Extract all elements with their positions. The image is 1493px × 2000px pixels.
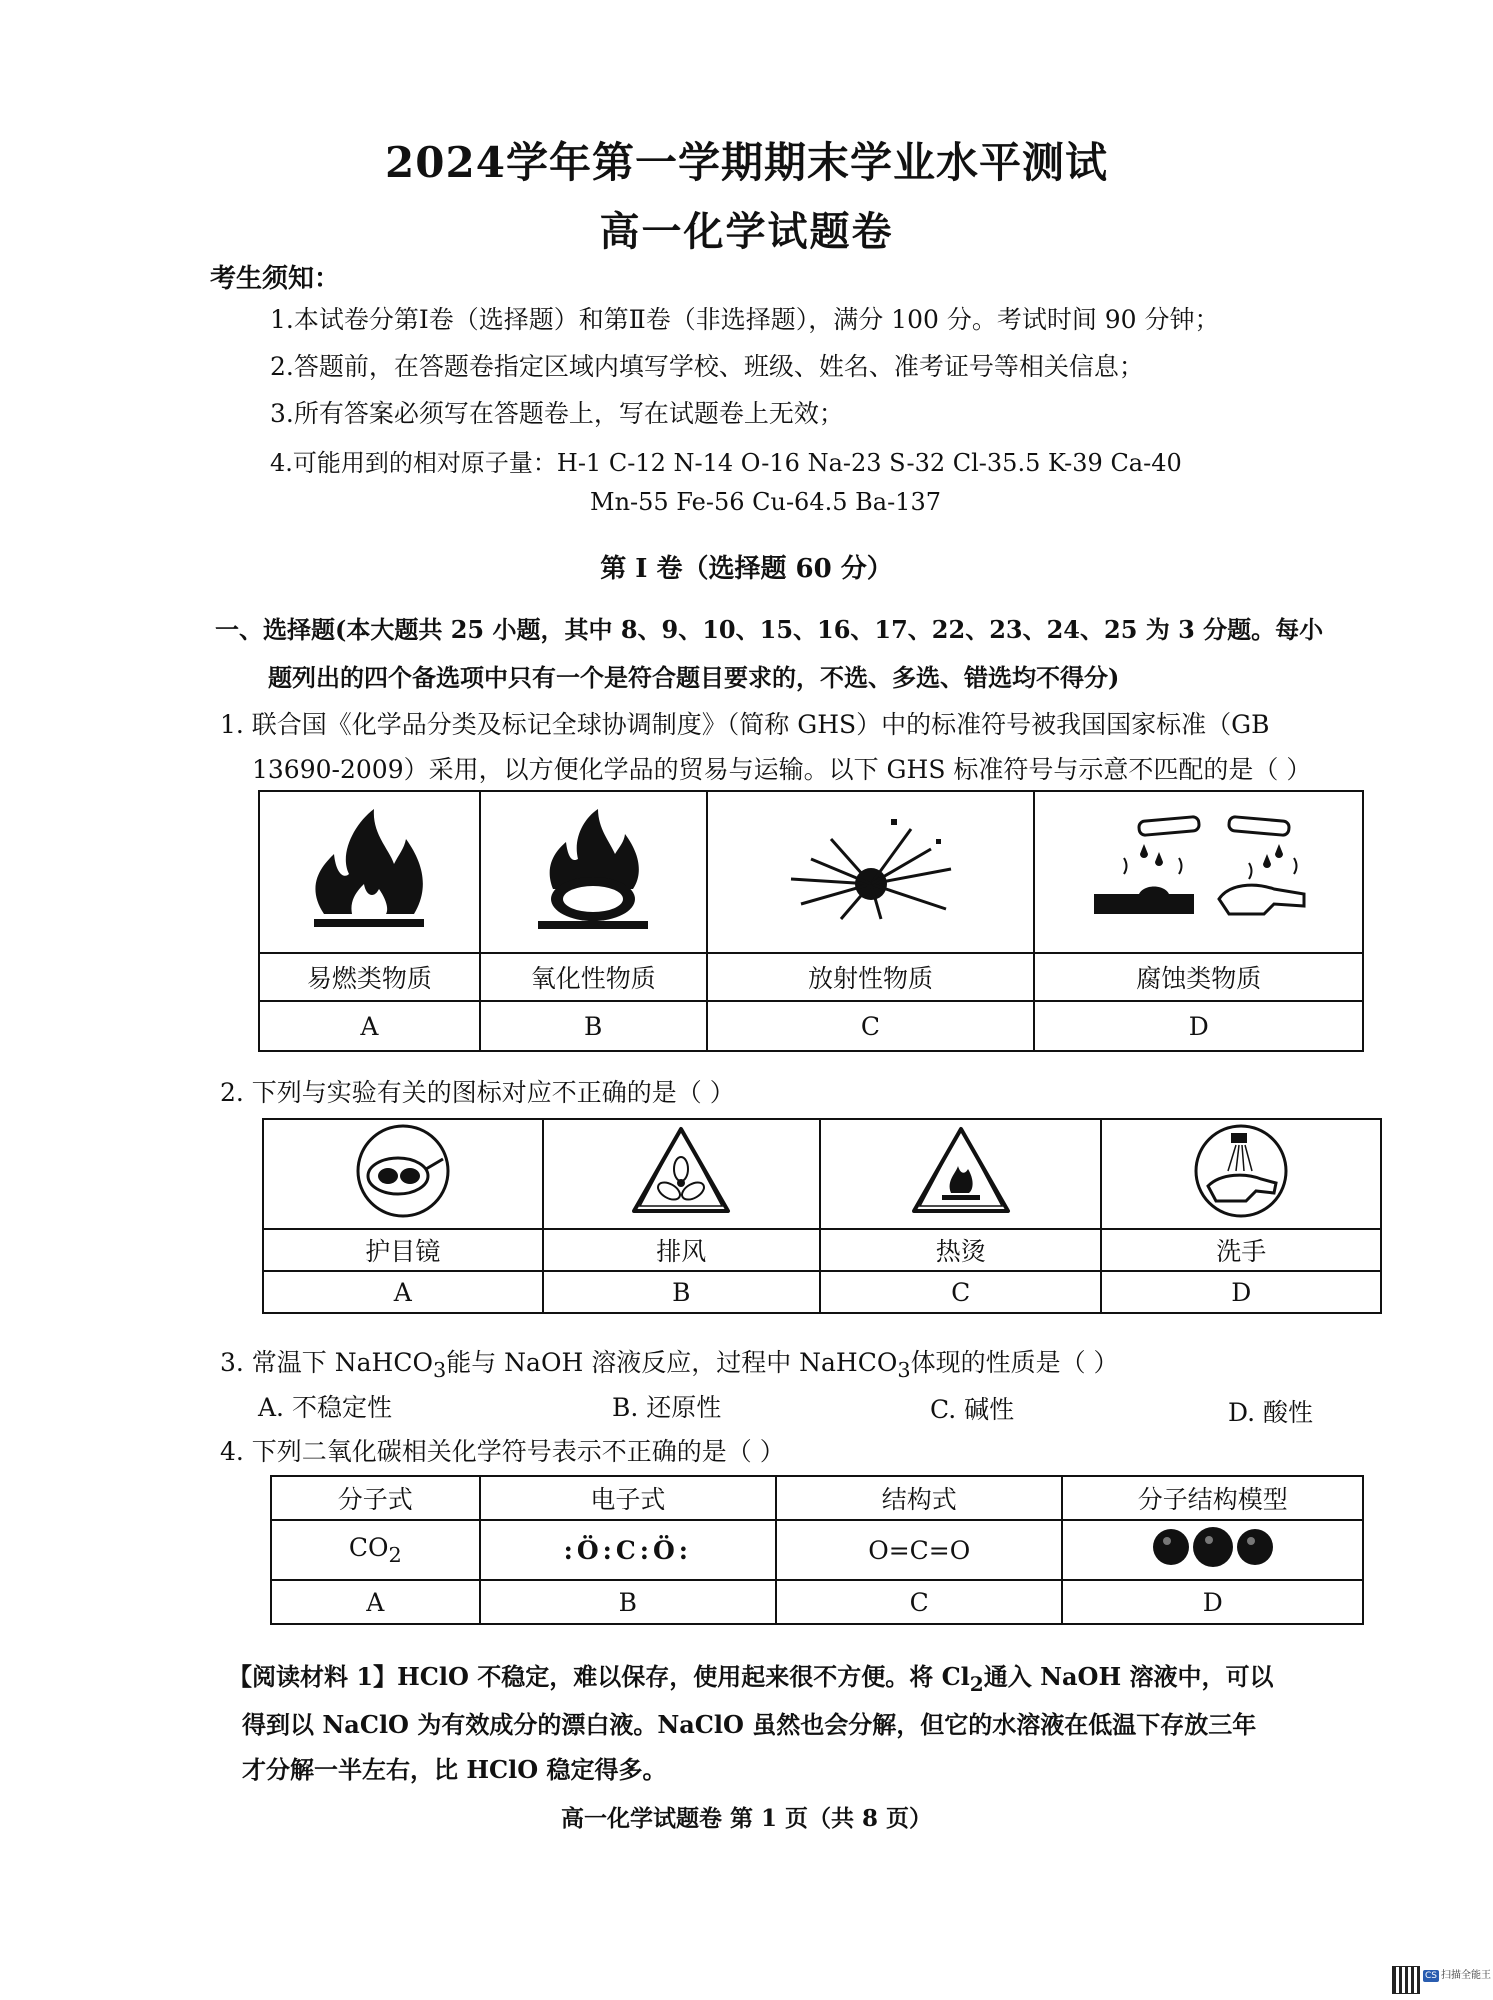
atomic-masses-line2: Mn-55 Fe-56 Cu-64.5 Ba-137 [590, 488, 941, 516]
ghs-label: 放射性物质 [707, 953, 1035, 1001]
q3-text: 3. 常温下 NaHCO [220, 1348, 433, 1377]
explosion-icon [771, 809, 971, 929]
reading-label: 【阅读材料 1】 [228, 1662, 398, 1691]
option-label: C [776, 1580, 1062, 1624]
hand-wash-icon [1186, 1121, 1296, 1221]
option-label: D [1062, 1580, 1363, 1624]
reading-text: 得到以 NaClO 为有效成分的漂白液。NaClO 虽然也会分解，但它的水溶液在低温下存放三年 [242, 1710, 1257, 1739]
scanner-name: 扫描全能王 [1441, 1970, 1491, 1981]
ghs-cell [480, 791, 707, 953]
electron-formula: :Ö:C:Ö: [480, 1520, 776, 1580]
question-3-stem [220, 1343, 1119, 1382]
notice-item: 1.本试卷分第Ⅰ卷（选择题）和第Ⅱ卷（非选择题），满分 100 分。考试时间 90 分钟； [270, 305, 1220, 334]
q3-subscript: 3 [897, 1358, 911, 1382]
option-label: B [543, 1271, 821, 1313]
q3-text: 能与 NaOH 溶液反应，过程中 NaHCO [446, 1348, 898, 1377]
lab-icon-cell [1101, 1119, 1381, 1229]
q3-option-a: A. 不稳定性 [258, 1393, 392, 1422]
page-footer: 高一化学试题卷 第 1 页（共 8 页） [560, 1805, 933, 1832]
q4-header: 结构式 [776, 1476, 1062, 1520]
flame-icon [294, 804, 444, 934]
lab-icon-cell [543, 1119, 821, 1229]
q3-option-c: C. 碱性 [930, 1395, 1015, 1424]
question-4-stem: 4. 下列二氧化碳相关化学符号表示不正确的是（ ） [220, 1437, 785, 1466]
ghs-cell [259, 791, 480, 953]
option-label: A [263, 1271, 543, 1313]
notice-heading: 考生须知： [210, 264, 341, 294]
question-2-table [262, 1118, 1382, 1314]
question-4-table [270, 1475, 1364, 1625]
scanner-watermark [1423, 1966, 1491, 1982]
section-instructions: 题列出的四个备选项中只有一个是符合题目要求的，不选、多选、错选均不得分) [268, 663, 1120, 692]
q3-text: 体现的性质是（ ） [910, 1348, 1119, 1377]
question-1-stem: 13690-2009）采用，以方便化学品的贸易与运输。以下 GHS 标准符号与示意不匹配的是（ ） [252, 755, 1312, 784]
q4-header: 分子结构模型 [1062, 1476, 1363, 1520]
reading-text: 通入 NaOH 溶液中，可以 [983, 1662, 1274, 1691]
reading-text: 才分解一半左右，比 HClO 稳定得多。 [242, 1755, 667, 1784]
fan-icon [626, 1121, 736, 1221]
lab-icon-cell [820, 1119, 1101, 1229]
option-label: B [480, 1001, 707, 1051]
ghs-label: 易燃类物质 [259, 953, 480, 1001]
corrosion-icon [1079, 804, 1319, 934]
section-instructions: 一、选择题(本大题共 25 小题，其中 8、9、10、15、16、17、22、23、24、25 为 3 分题。每小 [215, 615, 1324, 644]
notice-item: 4.可能用到的相对原子量：H-1 C-12 N-14 O-16 Na-23 S-32 Cl-35.5 K-39 Ca-40 [270, 449, 1182, 477]
option-label: C [707, 1001, 1035, 1051]
reading-material-1 [228, 1657, 1274, 1696]
q3-option-b: B. 还原性 [612, 1393, 722, 1422]
q4-header: 分子式 [271, 1476, 480, 1520]
notice-item: 3.所有答案必须写在答题卷上，写在试题卷上无效； [270, 399, 844, 428]
question-2-stem: 2. 下列与实验有关的图标对应不正确的是（ ） [220, 1078, 735, 1107]
notice-item: 2.答题前，在答题卷指定区域内填写学校、班级、姓名、准考证号等相关信息； [270, 352, 1144, 381]
option-label: B [480, 1580, 776, 1624]
ghs-label: 腐蚀类物质 [1034, 953, 1363, 1001]
formula-main: CO [348, 1533, 389, 1562]
molecular-model-cell [1062, 1520, 1363, 1580]
exam-title: 2024学年第一学期期末学业水平测试 [385, 138, 1108, 187]
reading-subscript: 2 [969, 1671, 984, 1696]
goggles-icon [348, 1121, 458, 1221]
flame-over-circle-icon [518, 804, 668, 934]
option-label: A [271, 1580, 480, 1624]
reading-text: HClO 不稳定，难以保存，使用起来很不方便。将 Cl [397, 1662, 970, 1691]
q4-header: 电子式 [480, 1476, 776, 1520]
q3-subscript: 3 [432, 1358, 447, 1382]
exam-subtitle: 高一化学试题卷 [599, 208, 894, 255]
lab-icon-label: 洗手 [1101, 1229, 1381, 1271]
option-label: C [820, 1271, 1101, 1313]
lab-icon-cell [263, 1119, 543, 1229]
lab-icon-label: 排风 [543, 1229, 821, 1271]
question-1-table [258, 790, 1364, 1052]
ghs-cell [1034, 791, 1363, 953]
option-label: D [1034, 1001, 1363, 1051]
section-title: 第 Ⅰ 卷（选择题 60 分） [600, 554, 893, 584]
ghs-label: 氧化性物质 [480, 953, 707, 1001]
structural-formula: O=C=O [776, 1520, 1062, 1580]
option-label: D [1101, 1271, 1381, 1313]
q3-option-d: D. 酸性 [1228, 1398, 1314, 1427]
hot-surface-icon [906, 1121, 1016, 1221]
lab-icon-label: 热烫 [820, 1229, 1101, 1271]
option-label: A [259, 1001, 480, 1051]
lab-icon-label: 护目镜 [263, 1229, 543, 1271]
ghs-cell [707, 791, 1035, 953]
formula-subscript: 2 [388, 1543, 402, 1567]
scanner-logo: CS [1425, 1971, 1437, 1981]
molecular-formula [271, 1520, 480, 1580]
co2-ball-model-icon [1143, 1525, 1283, 1569]
question-1-stem: 1. 联合国《化学品分类及标记全球协调制度》（简称 GHS）中的标准符号被我国国家标准（GB [220, 710, 1270, 739]
qr-code-icon [1392, 1966, 1420, 1994]
